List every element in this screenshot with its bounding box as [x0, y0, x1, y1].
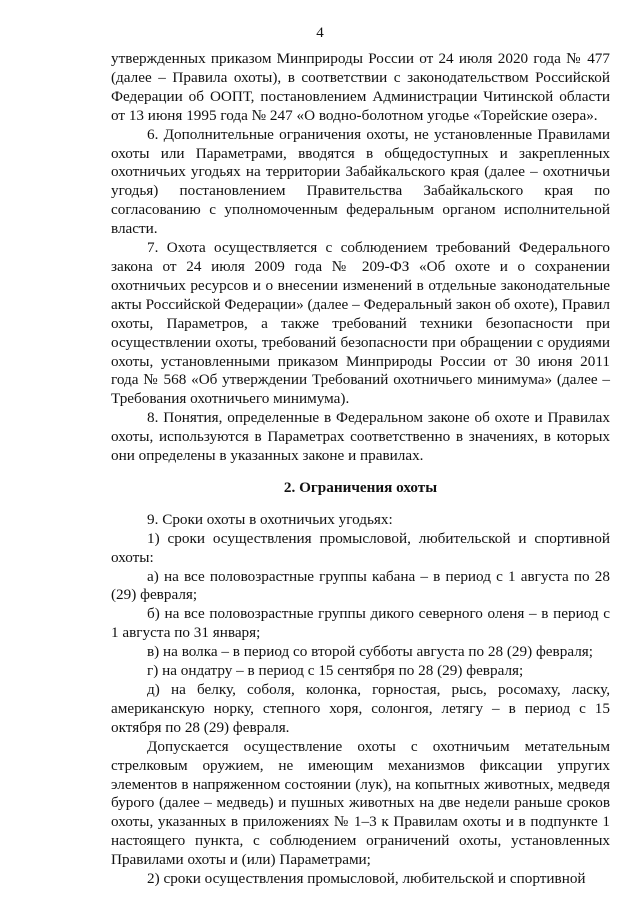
paragraph-p9: 9. Сроки охоты в охотничьих угодьях:	[147, 510, 393, 528]
paragraph-p9_1a: а) на все половозрастные группы кабана – в период с 1 августа по 28 (29) февраля;	[111, 567, 610, 604]
paragraph-p0: утвержденных приказом Минприроды России от 24 июля 2020 года № 477 (далее – Правила охоты), в соответствии с законодательством Российской Федерации об ООПТ, постановлением Администрации Читинской области от 13 июня 1995 года № 247 «О водно-болотном угодье «Торейские озера».	[111, 50, 610, 124]
section-title: 2. Ограничения охоты	[283, 478, 438, 496]
paragraph-p9_1v: в) на волка – в период со второй субботы августа по 28 (29) февраля;	[147, 643, 593, 661]
paragraph-p9_allow: Допускается осуществление охоты с охотничьим метательным стрелковым оружием, не имеющим механизмов фиксации упругих элементов в напряженном состоянии (лук), на копытных животных, медведя бурого (далее – медведь) и пушных животных на две недели раньше сроков охоты, указанных в приложениях № 1–3 к Правилам охоты и в подпункте 1 настоящего пункта, с соблюдением ограничений охоты, установленных Правилами охоты и (или) Параметрами;	[111, 737, 610, 869]
paragraphs-after-section	[111, 511, 610, 889]
paragraph-p9_1g: г) на ондатру – в период с 15 сентября по 28 (29) февраля;	[147, 662, 524, 680]
document-body	[111, 50, 610, 889]
paragraph-p9_2: 2) сроки осуществления промысловой, любительской и спортивной	[147, 870, 586, 888]
paragraph-p9_1: 1) сроки осуществления промысловой, любительской и спортивной охоты:	[111, 529, 610, 566]
page-number: 4	[316, 25, 324, 41]
paragraph-p6: 6. Дополнительные ограничения охоты, не установленные Правилами охоты или Параметрами, вводятся в общедоступных и закрепленных охотничьих угодьях на территории Забайкальского края (далее – охотничьи угодья) постановлением Правительства Забайкальского края по согласованию с уполномоченным федеральным органом исполнительной власти.	[111, 125, 610, 238]
paragraphs-before-section	[111, 50, 610, 466]
paragraph-p7: 7. Охота осуществляется с соблюдением требований Федерального закона от 24 июля 2009 года № 209-ФЗ «Об охоте и о сохранении охотничьих ресурсов и о внесении изменений в отдельные законодательные акты Российской Федерации» (далее – Федеральный закон об охоте), Правил охоты, Параметров, а также требований техники безопасности при осуществлении охоты, требований безопасности при обращении с орудиями охоты, установленными приказом Минприроды России от 30 июня 2011 года № 568 «Об утверждении Требований охотничьего минимума» (далее – Требования охотничьего минимума).	[111, 239, 610, 408]
paragraph-p9_1b: б) на все половозрастные группы дикого северного оленя – в период с 1 августа по 31 января;	[111, 605, 610, 642]
paragraph-p9_1d: д) на белку, соболя, колонка, горностая, рысь, росомаху, ласку, американскую норку, степного хоря, солонгоя, летягу – в период с 15 октября по 28 (29) февраля.	[111, 681, 610, 736]
paragraph-p8: 8. Понятия, определенные в Федеральном законе об охоте и Правилах охоты, используются в Параметрах соответственно в значениях, в которых они определены в указанных законе и правилах.	[111, 409, 610, 465]
